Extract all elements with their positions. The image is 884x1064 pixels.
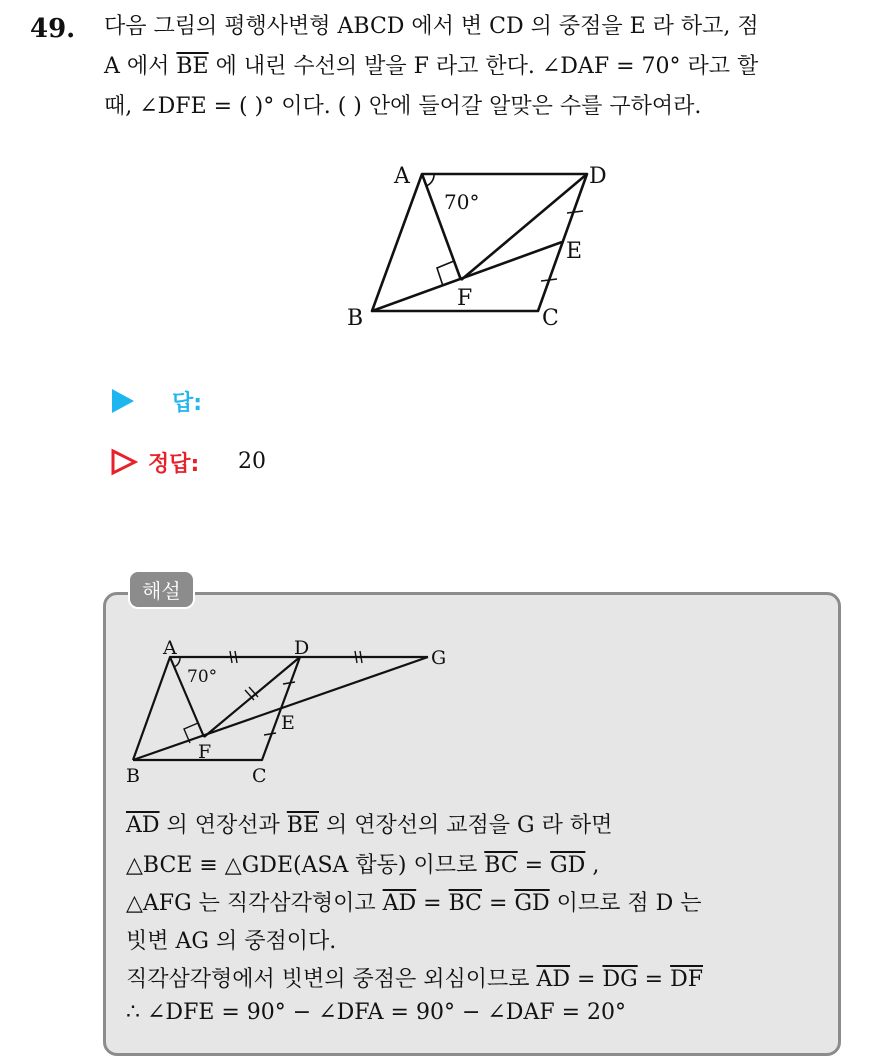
label-c: C [252,765,267,787]
s-text: 의 연장선의 교점을 G 라 하면 [319,813,613,838]
s-text: 직각삼각형에서 빗변의 중점은 외심이므로 [126,967,537,992]
solution-line-2 [126,848,599,879]
question-line-2 [104,54,758,80]
segment-bc: $\overline{BC}$ [484,853,518,878]
solution-line-1 [126,808,612,839]
label-c: C [542,306,559,331]
s-text: △AFG 는 직각삼각형이고 [126,891,383,916]
segment-be: $\overline{BE}$ [176,54,209,79]
segment-gd: $\overline{GD}$ [550,853,586,878]
solution-line-6: ∴ ∠DFE = 90° − ∠DFA = 90° − ∠DAF = 20° [126,1000,627,1025]
q-text: A 에서 [104,54,177,79]
label-a: A [163,637,177,659]
label-d: D [589,164,607,189]
question-line-3: 때, ∠DFE = ( )° 이다. ( ) 안에 들어갈 알맞은 수를 구하여라. [104,94,702,119]
s-text: 이므로 점 D 는 [549,891,702,916]
s-text: = [637,967,671,992]
segment-dg: $\overline{DG}$ [602,967,638,992]
segment-ad: $\overline{AD}$ [126,813,160,838]
label-b: B [347,306,364,331]
segment-gd: $\overline{GD}$ [514,891,550,916]
solution-tag: 해설 [128,570,195,609]
tick-mark [567,211,583,213]
label-a: A [394,164,410,189]
solution-line-3 [126,886,702,917]
angle-label: 70° [187,667,218,687]
label-f: F [457,286,473,311]
label-f: F [198,741,212,763]
tick-mark [541,279,557,281]
segment-be: $\overline{BE}$ [286,813,320,838]
question-line-1: 다음 그림의 평행사변형 ABCD 에서 변 CD 의 중점을 E 라 하고, 점 [104,14,759,39]
segment-ad: $\overline{AD}$ [536,967,571,992]
answer-label: 답: [172,391,203,416]
s-text: = [482,891,515,916]
correct-value: 20 [238,449,266,474]
s-text: = [517,853,551,878]
label-e: E [566,239,583,264]
q-text: 에 내린 수선의 발을 F 라고 한다. ∠DAF = 70° 라고 할 [208,54,759,79]
s-text: = [570,967,603,992]
solution-line-5 [126,962,703,993]
segment-df: $\overline{DF}$ [670,967,704,992]
angle-arc [426,174,434,186]
correct-label: 정답: [148,452,200,477]
solution-figure [120,630,460,790]
s-text: △BCE ≡ △GDE(ASA 합동) 이므로 [126,853,485,878]
segment-ad: $\overline{AD}$ [382,891,417,916]
parallelogram-abcd [372,174,587,311]
label-d: D [294,637,310,659]
angle-label: 70° [444,190,480,214]
label-g: G [431,647,447,669]
answer-arrow-icon [112,389,134,413]
solution-line-4: 빗변 AG 의 중점이다. [126,929,337,954]
label-e: E [281,712,295,734]
parallelogram-figure [340,158,630,338]
s-text: , [585,853,600,878]
question-number: 49. [30,14,76,44]
correct-arrow-icon [110,448,138,476]
s-text: 의 연장선과 [159,813,287,838]
label-b: B [126,765,140,787]
segment-bc: $\overline{BC}$ [448,891,483,916]
s-text: = [416,891,449,916]
